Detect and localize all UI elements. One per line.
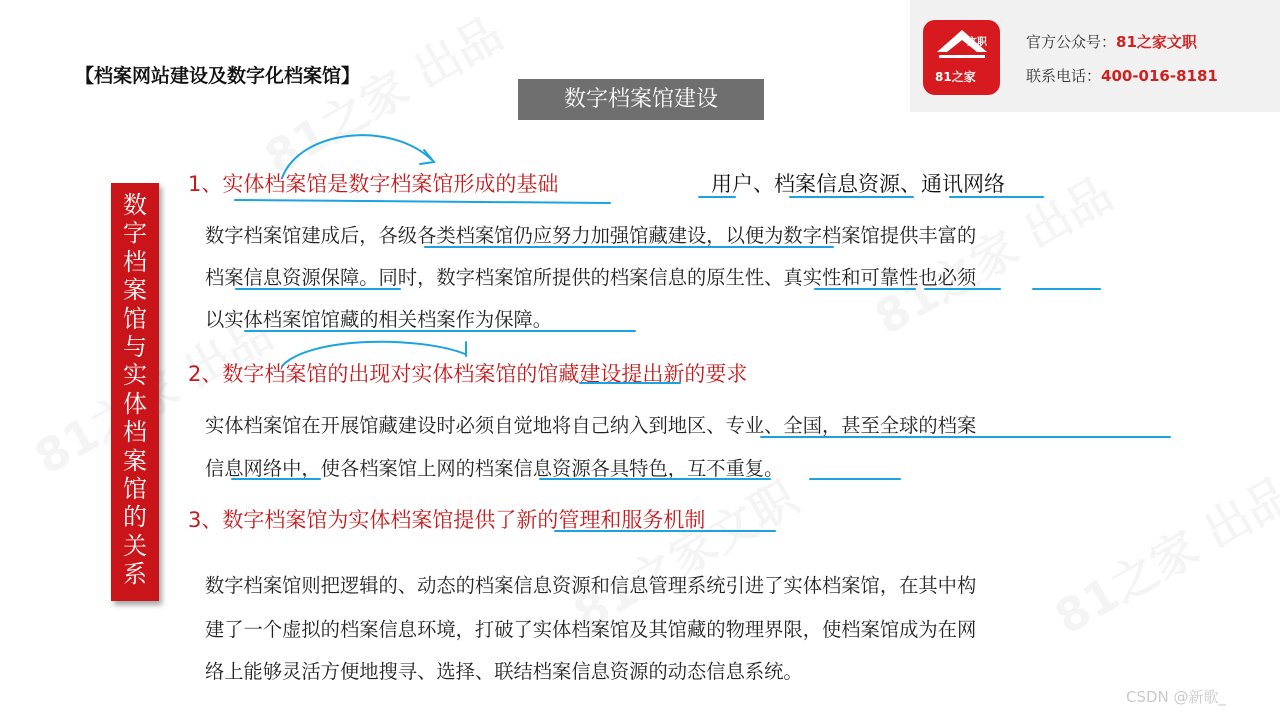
official-account [1026, 31, 1197, 52]
section-2-line-2: 信息网络中，使各档案馆上网的档案信息资源各具特色，互不重复。 [205, 457, 784, 480]
csdn-watermark: CSDN @新歌_ [1126, 688, 1227, 706]
topic-sidebar [111, 183, 159, 601]
sidebar-char: 关 [123, 531, 147, 560]
arrow-head-1 [420, 150, 434, 164]
section-3-heading: 3、数字档案馆为实体档案馆提供了新的管理和服务机制 [188, 508, 706, 532]
sidebar-vertical-text [111, 191, 159, 589]
official-value: 81之家文职 [1116, 33, 1197, 51]
phone-label: 联系电话： [1026, 67, 1102, 85]
page-title: 数字档案馆建设 [518, 79, 764, 120]
sidebar-char: 体 [123, 389, 147, 418]
sidebar-char: 案 [123, 446, 147, 475]
sidebar-char: 案 [123, 276, 147, 305]
phone-contact [1026, 65, 1218, 86]
sidebar-char: 数 [123, 191, 147, 219]
section-2-line-1: 实体档案馆在开展馆藏建设时必须自觉地将自己纳入到地区、专业、全国，甚至全球的档案 [205, 414, 977, 437]
logo-text-top: 文职 [967, 37, 987, 48]
section-1-line-1: 数字档案馆建成后，各级各类档案馆仍应努力加强馆藏建设，以便为数字档案馆提供丰富的 [205, 224, 977, 247]
section-1-line-3: 以实体档案馆馆藏的相关档案作为保障。 [205, 308, 553, 331]
sidebar-char: 与 [123, 333, 147, 362]
sidebar-char: 档 [123, 418, 147, 447]
section-3-line-2: 建了一个虚拟的档案信息环境，打破了实体档案馆及其馆藏的物理界限，使档案馆成为在网 [205, 618, 977, 641]
watermark-text [251, 0, 513, 188]
logo-text-bottom: 81之家 [935, 70, 976, 84]
section-1-note: 用户、档案信息资源、通讯网络 [711, 172, 1005, 196]
section-3-line-1: 数字档案馆则把逻辑的、动态的档案信息资源和信息管理系统引进了实体档案馆，在其中构 [205, 574, 977, 597]
sidebar-char: 的 [123, 503, 147, 532]
watermark-text [1041, 458, 1280, 647]
section-1-heading: 1、实体档案馆是数字档案馆形成的基础 [188, 172, 559, 196]
section-1-line-2: 档案信息资源保障。同时，数字档案馆所提供的档案信息的原生性、真实性和可靠性也必须 [205, 266, 977, 289]
brand-logo [923, 20, 1000, 95]
site-title: 【档案网站建设及数字化档案馆】 [75, 65, 361, 87]
sidebar-char: 馆 [123, 304, 147, 333]
section-2-heading: 2、数字档案馆的出现对实体档案馆的馆藏建设提出新的要求 [188, 362, 748, 386]
sidebar-char: 档 [123, 247, 147, 276]
official-label: 官方公众号： [1026, 33, 1117, 51]
section-3-line-3: 络上能够灵活方便地搜寻、选择、联结档案信息资源的动态信息系统。 [205, 660, 803, 683]
sidebar-char: 馆 [123, 475, 147, 504]
sidebar-char: 字 [123, 219, 147, 248]
phone-value: 400-016-8181 [1101, 67, 1218, 85]
sidebar-char: 系 [123, 560, 147, 589]
sidebar-char: 实 [123, 361, 147, 390]
